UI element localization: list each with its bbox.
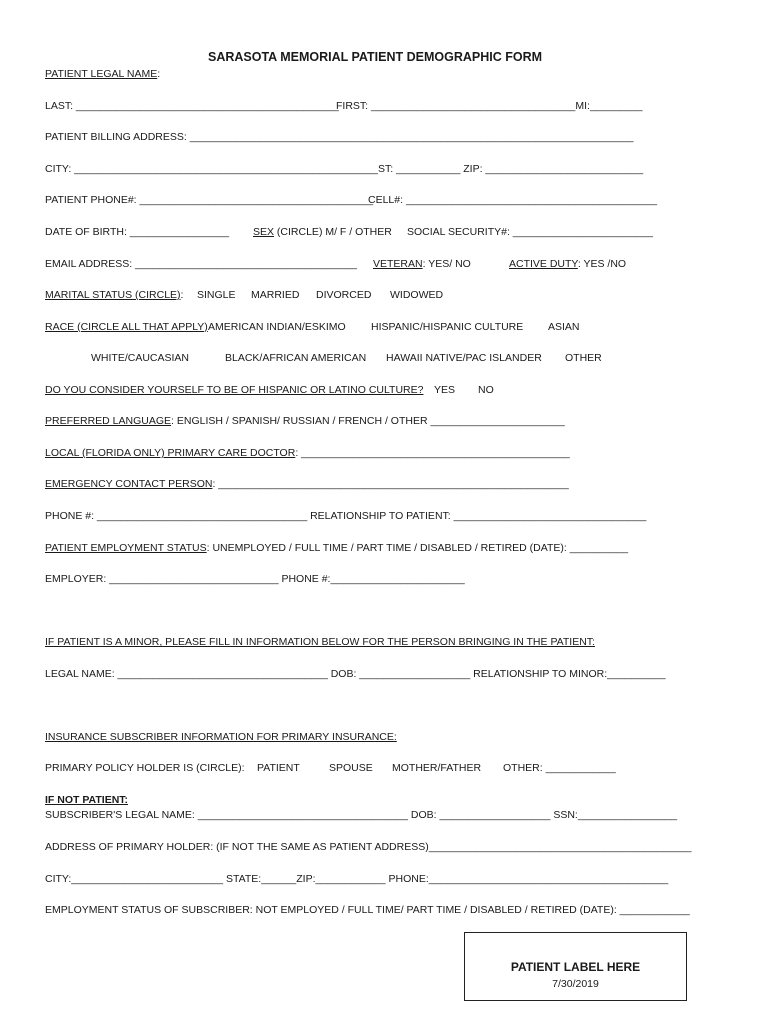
employment-options: : UNEMPLOYED / FULL TIME / PART TIME / DISABLED / RETIRED (DATE): __________ (206, 542, 629, 554)
legal-name-label: PATIENT LEGAL NAME (45, 68, 158, 80)
policy-option-other[interactable]: OTHER: ____________ (503, 762, 616, 774)
hispanic-question: DO YOU CONSIDER YOURSELF TO BE OF HISPANIC OR LATINO CULTURE? (45, 384, 424, 396)
sex-field[interactable] (253, 226, 392, 238)
policy-option-parent[interactable]: MOTHER/FATHER (392, 762, 482, 774)
veteran-options: : YES/ NO (422, 258, 471, 270)
marital-status-label: MARITAL STATUS (CIRCLE) (45, 289, 181, 301)
ssn-field[interactable]: SOCIAL SECURITY#: ________________________ (407, 226, 653, 238)
patient-label-box (464, 932, 687, 1001)
last-name-field[interactable]: LAST: _____________________________________________ (45, 100, 339, 112)
marital-status-heading (45, 289, 183, 301)
colon: : (157, 68, 161, 80)
race-option-white[interactable]: WHITE/CAUCASIAN (91, 352, 190, 364)
emergency-contact-field[interactable] (45, 478, 569, 490)
hispanic-yes-option[interactable]: YES (434, 384, 456, 396)
policy-option-patient[interactable]: PATIENT (257, 762, 300, 774)
veteran-label: VETERAN (373, 258, 423, 270)
employer-field[interactable]: EMPLOYER: _____________________________ PHONE #:_______________________ (45, 573, 465, 585)
billing-address-field[interactable]: PATIENT BILLING ADDRESS: ____________________________________________________________________________ (45, 131, 634, 143)
holder-city-field[interactable]: CITY:__________________________ STATE:______ZIP:____________ PHONE:_________________________________________ (45, 873, 669, 885)
race-option-black[interactable]: BLACK/AFRICAN AMERICAN (225, 352, 367, 364)
email-field[interactable]: EMAIL ADDRESS: ______________________________________ (45, 258, 357, 270)
preferred-language-field[interactable] (45, 415, 565, 427)
active-duty-label: ACTIVE DUTY (509, 258, 578, 270)
race-option-asian[interactable]: ASIAN (548, 321, 580, 333)
race-option-other[interactable]: OTHER (565, 352, 602, 364)
subscriber-name-field[interactable]: SUBSCRIBER'S LEGAL NAME: ____________________________________ DOB: ___________________ SSN:_________________ (45, 809, 678, 821)
employment-label: PATIENT EMPLOYMENT STATUS (45, 542, 207, 554)
policy-holder-label: PRIMARY POLICY HOLDER IS (CIRCLE): (45, 762, 245, 774)
emergency-blank: : ____________________________________________________________ (212, 478, 569, 490)
policy-option-spouse[interactable]: SPOUSE (329, 762, 373, 774)
race-label: RACE (CIRCLE ALL THAT APPLY) (45, 321, 208, 333)
doctor-label: LOCAL (FLORIDA ONLY) PRIMARY CARE DOCTOR (45, 447, 296, 459)
patient-label-date: 7/30/2019 (552, 978, 599, 990)
minor-guardian-field[interactable]: LEGAL NAME: ____________________________________ DOB: ___________________ RELATIONSHIP TO MINOR:__________ (45, 668, 666, 680)
primary-doctor-field[interactable] (45, 447, 570, 459)
emergency-phone-relationship-field[interactable]: PHONE #: ____________________________________ RELATIONSHIP TO PATIENT: _________________________________ (45, 510, 647, 522)
language-label: PREFERRED LANGUAGE (45, 415, 172, 427)
language-options: : ENGLISH / SPANISH/ RUSSIAN / FRENCH / OTHER _______________________ (171, 415, 565, 427)
patient-label-title: PATIENT LABEL HERE (510, 960, 641, 974)
sex-options: (CIRCLE) M/ F / OTHER (274, 226, 392, 238)
minor-heading: IF PATIENT IS A MINOR, PLEASE FILL IN INFORMATION BELOW FOR THE PERSON BRINGING IN THE PATIENT: (45, 636, 595, 648)
employment-status-field[interactable] (45, 542, 628, 554)
active-duty-options: : YES /NO (577, 258, 627, 270)
sex-label: SEX (253, 226, 275, 238)
marital-option-married[interactable]: MARRIED (251, 289, 300, 301)
marital-option-single[interactable]: SINGLE (197, 289, 236, 301)
holder-address-field[interactable]: ADDRESS OF PRIMARY HOLDER: (IF NOT THE SAME AS PATIENT ADDRESS)_____________________________________________ (45, 841, 692, 853)
patient-phone-field[interactable]: PATIENT PHONE#: ________________________________________ (45, 194, 374, 206)
form-title: SARASOTA MEMORIAL PATIENT DEMOGRAPHIC FORM (207, 50, 543, 64)
emergency-label: EMERGENCY CONTACT PERSON (45, 478, 213, 490)
marital-option-divorced[interactable]: DIVORCED (316, 289, 372, 301)
dob-field[interactable]: DATE OF BIRTH: _________________ (45, 226, 230, 238)
active-duty-field[interactable] (509, 258, 626, 270)
veteran-field[interactable] (373, 258, 471, 270)
city-field[interactable]: CITY: ____________________________________________________ (45, 163, 378, 175)
hispanic-no-option[interactable]: NO (478, 384, 494, 396)
race-option-hawaii[interactable]: HAWAII NATIVE/PAC ISLANDER (386, 352, 542, 364)
race-option-hispanic[interactable]: HISPANIC/HISPANIC CULTURE (371, 321, 524, 333)
cell-field[interactable]: CELL#: ___________________________________________ (368, 194, 658, 206)
first-name-field[interactable]: FIRST: ___________________________________MI:_________ (336, 100, 643, 112)
colon: : (180, 289, 184, 301)
legal-name-heading (45, 68, 160, 80)
race-option-american-indian[interactable]: AMERICAN INDIAN/ESKIMO (208, 321, 346, 333)
marital-option-widowed[interactable]: WIDOWED (390, 289, 444, 301)
if-not-patient-heading: IF NOT PATIENT: (45, 794, 129, 806)
insurance-heading: INSURANCE SUBSCRIBER INFORMATION FOR PRIMARY INSURANCE: (45, 731, 397, 743)
state-zip-field[interactable]: ST: ___________ ZIP: ___________________________ (378, 163, 644, 175)
subscriber-employment-field[interactable]: EMPLOYMENT STATUS OF SUBSCRIBER: NOT EMPLOYED / FULL TIME/ PART TIME / DISABLED / RETIRED (DATE): ____________ (45, 904, 690, 916)
doctor-blank: : ______________________________________________ (295, 447, 570, 459)
